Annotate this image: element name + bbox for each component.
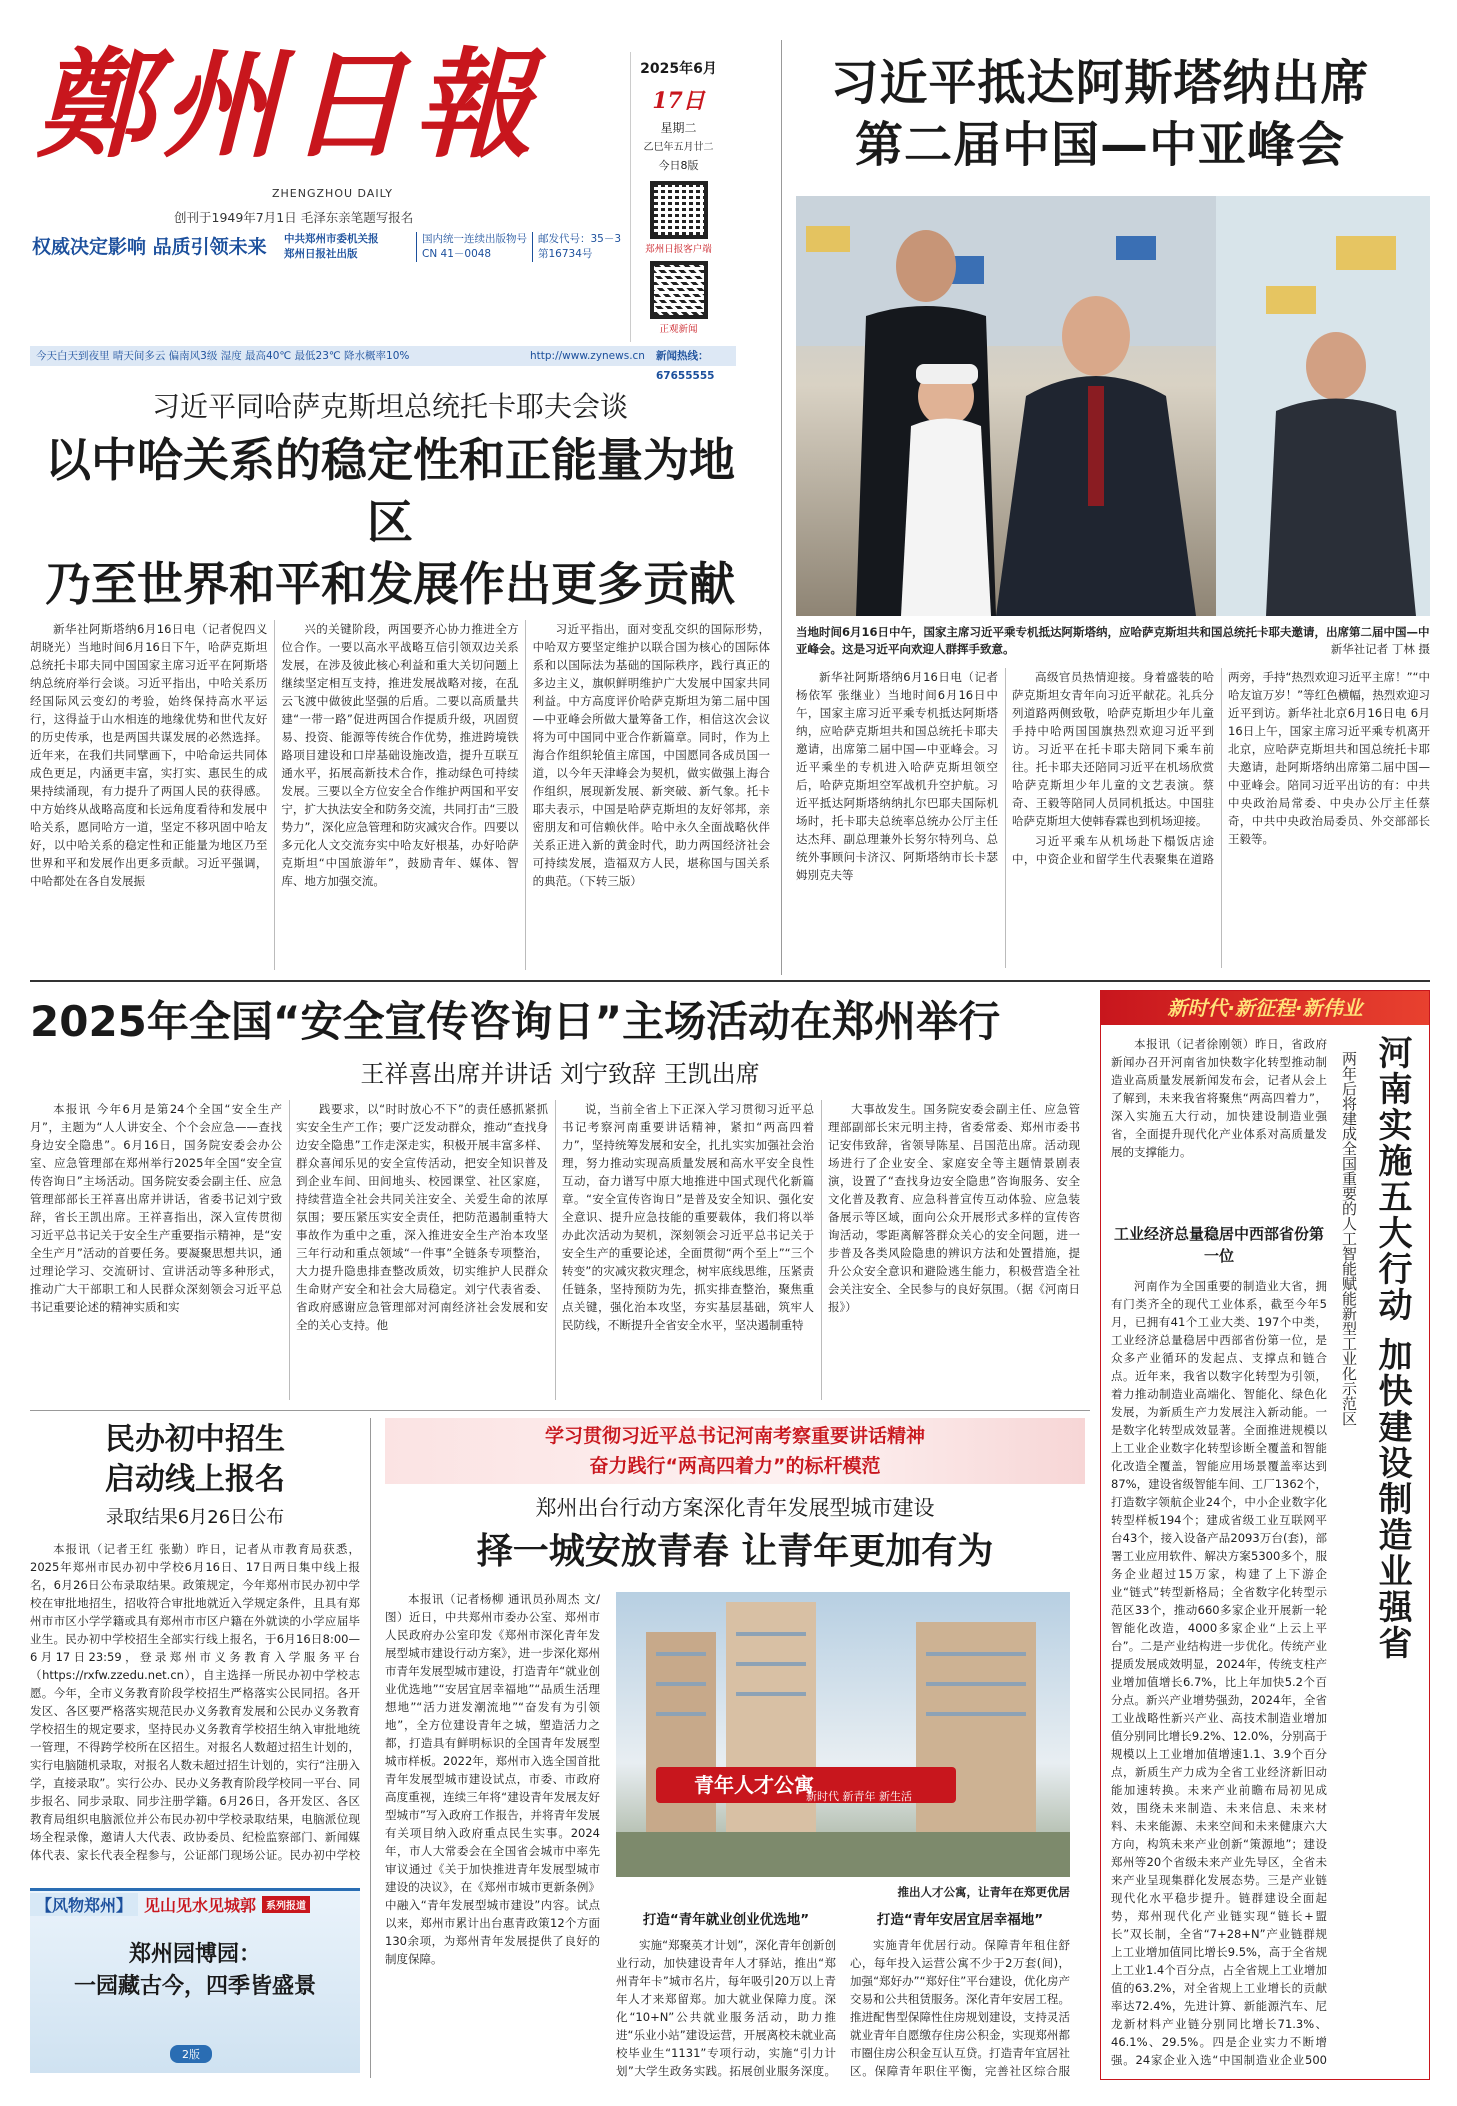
youth-photo-illustration (616, 1592, 1070, 1877)
promo-banner-right: 见山见水见城郭 (144, 1895, 257, 1915)
masthead-sponsor (284, 232, 379, 262)
talks-body-col-1: 新华社阿斯塔纳6月16日电（记者倪四义 胡晓光）当地时间6月16日下午，哈萨克斯坦总统托卡耶夫同中国国家主席习近平在阿斯塔纳总统府举行会谈。习近平指出，中哈关系历经国际风云变幻的考验，始终保持高水平运行，这得益于山水相连的地缘优势和世代友好的历史传承，也是两国共谋发展的必然选择。近年来，在我们共同擘画下，中哈命运共同体成色更足，内涵更丰富，实打实、惠民生的成果持续涌现，有力提升了两国人民的获得感。中方始终从战略高度和长远角度看待和发展中哈关系，愿同哈方一道，坚定不移巩固中哈友好，以中哈关系的稳定性和正能量为地区乃至世界和平和发展作出更多贡献。习近平强调，中哈都处在各自发展振 (30, 622, 268, 888)
weather-bar (30, 346, 736, 382)
youth-body-col-1: 本报讯（记者杨柳 通讯员孙周杰 文/图）近日，中共郑州市委办公室、郑州市人民政府办公室印发《郑州市深化青年发展型城市建设行动方案》，进一步深化郑州市青年发展型城市建设，打造青年“就业创业优选地”“安居宜居幸福地”“品质生活理想地”“活力迸发潮流地”“奋发有为引领地”，全方位建设青年之城，塑造活力之都，打造具有鲜明标识的全国青年发展型城市样板。2022年，郑州市入选全国首批青年发展型城市建设试点，市委、市政府高度重视，连续三年将“建设青年发展友好型城市”写入政府工作报告，并将青年发展有关项目纳入政府重点民生实事。2024年，市人大常委会在全国省会城市中率先审议通过《关于加快推进青年发展型城市建设的决议》，在《郑州市城市更新条例》中融入“青年发展型城市建设”内容。试点以来，郑州市累计出台惠青政策12个方面130余项，为郑州青年发展提供了良好的制度保障。 (385, 1592, 600, 1966)
youth-col-4-subhead: 打造“青年安居宜居幸福地” (876, 1912, 1044, 1928)
cn-line-1: 国内统一连续出版物号 (422, 233, 527, 245)
talks-kicker: 习近平同哈萨克斯坦总统托卡耶夫会谈 (151, 390, 628, 423)
lead-headline (770, 52, 1430, 176)
promo-box[interactable] (30, 1888, 360, 2073)
youth-photo-sign-sub: 新时代 新青年 新生活 (806, 1790, 912, 1803)
safety-body-col-2: 践要求，以“时时放心不下”的责任感抓紧抓实安全生产工作；要广泛发动群众，推动“查找身边安全隐患”工作走深走实，积极开展丰富多样、群众喜闻乐见的安全宣传活动，把安全知识普及到企业车间、田间地头、校园课堂、社区家庭，持续营造全社会共同关注安全、关爱生命的浓厚氛围；要压紧压实安全责任，把防范遏制重特大事故作为重中之重，深入推进安全生产治本攻坚三年行动和重点领域“一件事”全链条专项整治，大力提升隐患排查整改质效，切实维护人民群众生命财产安全和社会大局稳定。刘宁代表省委、省政府感谢应急管理部对河南经济社会发展和安全的关心支持。他 (296, 1102, 548, 1332)
section-rule (30, 1410, 1090, 1411)
column-divider (781, 40, 782, 975)
youth-headline: 择一城安放青春 让青年更加有为 (476, 1531, 994, 1572)
henan-title: 河南实施五大行动 加快建设制造业强省 (1372, 1035, 1412, 1661)
youth-col-3-text: 实施“郑聚英才计划”，深化青年创新创业行动，加快建设青年人才驿站，推出“郑州青年卡”城市名片，每年吸引20万以上青年人才来郑留郑。加大就业保障力度。深化“10+N”公共就业服务活动，助力推进“乐业小站”建设运营，开展离校未就业高校毕业生“1131”专项行动，实施“引力计划”大学生政务实践。拓展创业服务深度。 (616, 1938, 836, 2078)
youth-photo-sign: 青年人才公寓 (694, 1773, 814, 1797)
youth-photo-caption: 推出人才公寓，让青年在郑更优居 (897, 1885, 1070, 1899)
website-link[interactable]: http://www.zynews.cn (530, 350, 645, 362)
date-weekday: 星期二 (660, 121, 697, 135)
masthead (22, 22, 622, 352)
youth-banner (385, 1418, 1085, 1484)
promo-banner-left: 【风物郑州】 (30, 1893, 138, 1916)
safety-body (30, 1100, 1080, 1400)
henan-body-text: 河南作为全国重要的制造业大省，拥有门类齐全的现代工业体系，截至今年5月，已拥有41个工业大类、197个中类，工业经济总量稳居中西部省份第一位，是众多产业循环的发起点、支撑点和链合点。近年来，我省以数字化转型为引领，着力推动制造业高端化、智能化、绿色化发展，为新质生产力发展注入新动能。一是数字化转型成效显著。全面推进规模以上工业企业数字化转型诊断全覆盖和智能化改造全覆盖，智能应用场景覆盖率达到87%，建设省级智能车间、工厂1362个，打造数字领航企业24个，中小企业数字化转型样板194个；建成省级工业互联网平台43个，接入设备产品2093万台(套)，部署工业应用软件、解决方案5300多个，服务企业超过15万家，构建了上下游企业“链式”转型新格局；全省数字化转型示范区33个，推动660多家企业开展新一轮智能化改造，4000多家企业“上云上平台”。二是产业结构进一步优化。传统产业提质发展成效明显，2024年，传统支柱产业增加值增长6.7%，比上年加快5.2个百分点。新兴产业增势强劲，2024年，全省工业战略性新兴产业、高技术制造业增加值分别同比增长9.2%、12.0%，分别高于规模以上工业增加值增速1.1、3.9个百分点，新质生产力成为全省工业经济新旧动能加速转换。未来产业前瞻布局初见成效，围绕未来制造、未来信息、未来材料、未来能源、未来空间和未来健康六大方向，构筑未来产业创新“策源地”；建设郑州等20个省级未来产业先导区，全省未来产业呈现集群化发展态势。三是产业链现代化水平稳步提升。链群建设全面起势，郑州现代化产业链实现“链长+盟长”双长制，全省“7+28+N”产业链群规上工业增加值同比增长9.5%，高于全省规上工业1.4个百分点，占全省规上工业增加值的63.2%，对全省规上工业增长的贡献率达72.4%，先进计算、新能源汽车、尼龙新材料产业链分别同比增长71.3%、46.1%、29.5%。四是企业实力不断增强。24家企业入选“中国制造业企业500 (1111, 1279, 1327, 2067)
lead-body-col-1: 新华社阿斯塔纳6月16日电（记者杨依军 张继业）当地时间6月16日中午，国家主席习近平乘专机抵达阿斯塔纳，应哈萨克斯坦共和国总统托卡耶夫邀请，出席第二届中国—中亚峰会。习近平乘坐的专机进入哈萨克斯坦领空后，哈萨克斯坦空军战机升空护航。习近平抵达阿斯塔纳纳扎尔巴耶夫国际机场时，托卡耶夫总统率总统办公厅主任达杰拜、副总理兼外长努尔特列乌、总统外事顾问卡济汉、阿斯塔纳市长卡瑟姆別克夫等 (796, 670, 998, 882)
youth-col-3-body (616, 1936, 836, 2080)
lead-caption-text: 当地时间6月16日中午，国家主席习近平乘专机抵达阿斯塔纳，应哈萨克斯坦共和国总统托卡耶夫邀请，出席第二届中国—中亚峰会。这是习近平向欢迎人群挥手致意。 (796, 625, 1430, 656)
enroll-headline (30, 1420, 360, 1534)
news-hotline: 新闻热线：67655555 (656, 350, 715, 382)
lead-photo-caption (796, 624, 1430, 658)
talks-body (30, 620, 770, 970)
enroll-body-text: 本报讯（记者王红 张勤）昨日，记者从市教育局获悉，2025年郑州市民办初中学校6月16日、17日两日集中线上报名，6月26日公布录取结果。政策规定，今年郑州市民办初中学校在审批地招生，招收符合审批地就近入学规定条件，且具有郑州市市区小学学籍或具有郑州市市区户籍在外就读的小学应届毕业生。民办初中学校招生全部实行线上报名，于6月16日8:00—6月17日23:59，登录郑州市义务教育入学服务平台（https://rxfw.zzedu.net.cn），自主选择一所民办初中学校志愿。今年，全市义务教育阶段学校招生严格落实公民同招。各开发区、各区要严格落实规范民办义务教育发展和公民办义务教育学校招生的规定要求，坚持民办义务教育学校招生纳入审批地统一管理，不得跨学校所在区招生。对报名人数超过招生计划的，实行电脑随机录取，对报名人数未超过招生计划的，实行“注册入学，直接录取”。实行公办、民办义务教育阶段学校同一平台、同步报名、同步录取、同步注册学籍。6月26日，各开发区、各区教育局组织电脑派位并公布民办初中学校录取结果，电脑派位现场全程录像，邀请人大代表、政协委员、纪检监察部门、新闻媒体代表、家长代表全程参与，公证部门现场公证。民办初中学校 (30, 1542, 360, 1862)
youth-col-3 (616, 1910, 836, 2080)
masthead-founded: 创刊于1949年7月1日 毛泽东亲笔题写报名 (174, 210, 414, 225)
lead-body-col-3: 习近平乘车从机场赴下榻饭店途中，中资企业和留学生代表聚集在道路两旁，手持“热烈欢迎习近平主席！”“中哈友谊万岁！”等红色横幅，热烈欢迎习近平到访。新华社北京6月16日电 6月16日上午，国家主席习近平乘专机离开北京，应哈萨克斯坦共和国总统托卡耶夫邀请，赴阿斯塔纳出席第二届中国—中亚峰会。陪同习近平出访的有：中共中央政治局常委、中央办公厅主任蔡奇，中共中央政治局委员、外交部部长王毅等。 (1012, 670, 1430, 866)
promo-title-line-1: 郑州园博园： (128, 1942, 261, 1967)
post-line-1: 邮发代号：35－3 (538, 233, 622, 245)
promo-banner-tag: 系列报道 (262, 1896, 310, 1913)
safety-body-col-4: 大事故发生。国务院安委会副主任、应急管理部副部长宋元明主持，省委常委、郑州市委书记安伟致辞，省领导陈星、吕国范出席。活动现场进行了企业安全、家庭安全等主题情景剧表演，设置了“查找身边安全隐患”咨询服务、安全文化普及教育、应急科普宣传互动体验、应急装备展示等区域，面向公众开展形式多样的宣传咨询活动，零距离解答群众关心的安全问题，进一步普及各类风险隐患的辨识方法和处置措施，提升公众安全意识和避险逃生能力，积极营造全社会关注安全、全民参与的良好氛围。（据《河南日报》） (828, 1102, 1080, 1314)
qr-code-icon[interactable] (650, 261, 708, 319)
date-day: 17日 (652, 88, 705, 114)
youth-col-4-body (850, 1936, 1070, 2080)
enroll-subhead: 录取结果6月26日公布 (105, 1507, 285, 1528)
henan-subhead: 工业经济总量稳居中西部省份第一位 (1113, 1225, 1324, 1265)
masthead-post (532, 232, 621, 262)
cn-line-2: CN 41－0048 (422, 248, 492, 260)
sponsor-line-1: 中共郑州市委机关报 (284, 233, 379, 245)
lead-body-col-2: 高级官员热情迎接。身着盛装的哈萨克斯坦女青年向习近平献花。礼兵分列道路两侧致敬，哈萨克斯坦少年儿童手持中哈两国国旗热烈欢迎习近平到访。习近平在托卡耶夫陪同下乘车前往。托卡耶夫还陪同习近平在机场欣赏哈萨克斯坦少年儿童的文艺表演。蔡奇、王毅等陪同人员同机抵达。中国驻哈萨克斯坦大使韩春霖也到机场迎接。 (1012, 670, 1214, 828)
date-lunar: 乙巳年五月廿二 (643, 142, 714, 153)
henan-subtitle: 两年后将建成全国重要的人工智能赋能新型工业化示范区 (1340, 1051, 1358, 1426)
enroll-body (30, 1540, 360, 1875)
safety-body-col-1: 本报讯 今年6月是第24个全国“安全生产月”，主题为“人人讲安全、个个会应急——查找身边安全隐患”。6月16日，国务院安委会办公室、应急管理部在郑州举行2025年全国“安全宣传咨询日”主场活动。国务院安委会副主任、应急管理部部长王祥喜出席并讲话，省委书记刘宁致辞，省长王凯出席。王祥喜指出，深入宣传贯彻习近平总书记关于安全生产重要指示精神，是“安全生产月”活动的首要任务。要凝聚思想共识，通过理论学习、交流研讨、宣讲活动等多种形式，推动广大干部职工和人民群众深刻领会习近平总书记重要论述的精神实质和实 (30, 1102, 282, 1314)
promo-title-line-2: 一园藏古今，四季皆盛景 (73, 1974, 316, 1999)
date-year: 2025年6月 (640, 61, 717, 77)
talks-headline-line-2: 乃至世界和平和发展作出更多贡献 (45, 557, 735, 611)
weather-text: 今天白天到夜里 晴天间多云 偏南风3级 湿度 最高40℃ 最低23℃ 降水概率10% (36, 350, 410, 362)
youth-col-4 (850, 1910, 1070, 2080)
youth-banner-line-2: 奋力践行“两高四着力”的标杆模范 (589, 1455, 881, 1477)
youth-photo (616, 1592, 1070, 1877)
post-line-2: 第16734号 (538, 248, 593, 260)
masthead-title: 鄭州日報 (36, 35, 541, 174)
henan-intro (1111, 1035, 1327, 1215)
section-rule (30, 980, 1430, 982)
henan-box (1100, 990, 1430, 2080)
qr-code-icon[interactable] (650, 181, 708, 239)
henan-body (1111, 1277, 1327, 2072)
safety-headline: 2025年全国“安全宣传咨询日”主场活动在郑州举行 (30, 997, 1001, 1046)
lead-headline-line-1: 习近平抵达阿斯塔纳出席 (830, 55, 1370, 111)
youth-kicker: 郑州出台行动方案深化青年发展型城市建设 (535, 1496, 935, 1520)
column-divider (370, 1418, 371, 2078)
masthead-cn (416, 232, 527, 262)
masthead-slogan: 权威决定影响 品质引领未来 (32, 236, 267, 258)
promo-page-badge: 2版 (170, 2045, 212, 2063)
date-box (630, 52, 726, 342)
talks-body-col-2: 兴的关键阶段，两国要齐心协力推进全方位合作。一要以高水平战略互信引领双边关系发展，在涉及彼此核心利益和重大关切问题上继续坚定相互支持，推进发展战略对接，在乱云飞渡中做彼此坚强的后盾。二要以高质量共建“一带一路”促进两国合作提质升级，巩固贸易、投资、能源等传统合作优势，推进跨境铁路项目建设和口岸基础设施改造，提升互联互通水平，拓展高新技术合作，推动绿色可持续发展。三要以全方位安全合作维护两国和平安宁，扩大执法安全和防务交流，共同打击“三股势力”，深化应急管理和防灾减灾合作。四要以多元化人文交流夯实中哈友好根基，办好哈萨克斯坦“中国旅游年”，鼓励青年、媒体、智库、地方加强交流。 (281, 622, 519, 888)
talks-headline (30, 385, 750, 615)
lead-photo (796, 196, 1430, 616)
lead-photo-credit: 新华社记者 丁林 摄 (1330, 642, 1430, 656)
lead-photo-illustration (796, 196, 1430, 616)
date-pages: 今日8版 (658, 159, 699, 172)
youth-body-left (385, 1590, 600, 2075)
promo-banner (30, 1891, 360, 1917)
enroll-headline-line-2: 启动线上报名 (105, 1462, 285, 1497)
promo-title (30, 1939, 360, 2003)
youth-col-3-subhead: 打造“青年就业创业优选地” (642, 1912, 810, 1928)
henan-intro-text: 本报讯（记者徐刚领）昨日，省政府新闻办召开河南省加快数字化转型推动制造业高质量发展新闻发布会，记者从会上了解到，未来我省将聚焦“两高四着力”，深入实施五大行动，加快建设制造业强省，全面提升现代化产业体系对高质量发展的支撑能力。 (1111, 1037, 1327, 1159)
talks-body-col-3: 习近平指出，面对变乱交织的国际形势，中哈双方要坚定维护以联合国为核心的国际体系和以国际法为基础的国际秩序，践行真正的多边主义，旗帜鲜明维护广大发展中国家共同利益。中方高度评价哈萨克斯坦为第二届中国—中亚峰会所做大量筹备工作，相信这次会议将为可中国同中亚合作新篇章。同时，作为上海合作组织轮值主席国，中国愿同各成员国一道，以今年天津峰会为契机，做实做强上海合作组织，展现新发展、新突破、新气象。托卡耶夫表示，中国是哈萨克斯坦的友好邻邦，亲密朋友和可信赖伙伴。哈中永久全面战略伙伴关系正进入新的黄金时代，助力两国经济社会可持续发展，造福双方人民，堪称国与国关系的典范。（下转三版） (532, 622, 770, 888)
sponsor-line-2: 郑州日报社出版 (284, 248, 358, 260)
henan-banner: 新时代·新征程·新伟业 (1101, 991, 1429, 1025)
safety-subhead: 王祥喜出席并讲话 刘宁致辞 王凯出席 (360, 1060, 760, 1088)
safety-body-col-3: 说，当前全省上下正深入学习贯彻习近平总书记考察河南重要讲话精神，紧扣“两高四着力”，坚持统筹发展和安全，扎扎实实加强社会治理，努力推动实现高质量发展和高水平安全良性互动，奋力谱写中原大地推进中国式现代化新篇章。“安全宣传咨询日”是普及安全知识、强化安全意识、提升应急技能的重要载体，我们将以举办此次活动为契机，深刻领会习近平总书记关于安全生产的重要论述，全面贯彻“两个至上”“三个转变”的灾减灾救灾理念，树牢底线思维，压紧责任链条，坚持预防为先，抓实排查整治，聚焦重点关键，强化治本攻坚，夯实基层基础，筑牢人民防线，不断提升全省安全水平，坚决遏制重特 (562, 1102, 814, 1332)
masthead-pinyin: ZHENGZHOU DAILY (272, 187, 393, 200)
talks-headline-line-1: 以中哈关系的稳定性和正能量为地区 (45, 433, 735, 549)
youth-banner-line-1: 学习贯彻习近平总书记河南考察重要讲话精神 (544, 1425, 925, 1447)
qr-label-2: 正观新闻 (659, 324, 698, 335)
qr-label-1: 郑州日报客户端 (645, 244, 712, 255)
lead-headline-line-2: 第二届中国—中亚峰会 (854, 117, 1345, 173)
lead-body (796, 668, 1430, 968)
youth-col-4-text: 实施青年优居行动。保障青年租住舒心，每年投入运营公寓不少于2万套(间)，加强“郑好办”“郑好住”平台建设，优化房产交易和公共租赁服务。深化青年安居工程。推进配售型保障性住房规划建设，支持灵活就业青年自愿缴存住房公积金，实现郑州都市圈住房公积金互认互贷。打造青年宜居社区。保障青年职住平衡，完善社区综合服 (850, 1938, 1070, 2078)
enroll-headline-line-1: 民办初中招生 (105, 1422, 285, 1457)
